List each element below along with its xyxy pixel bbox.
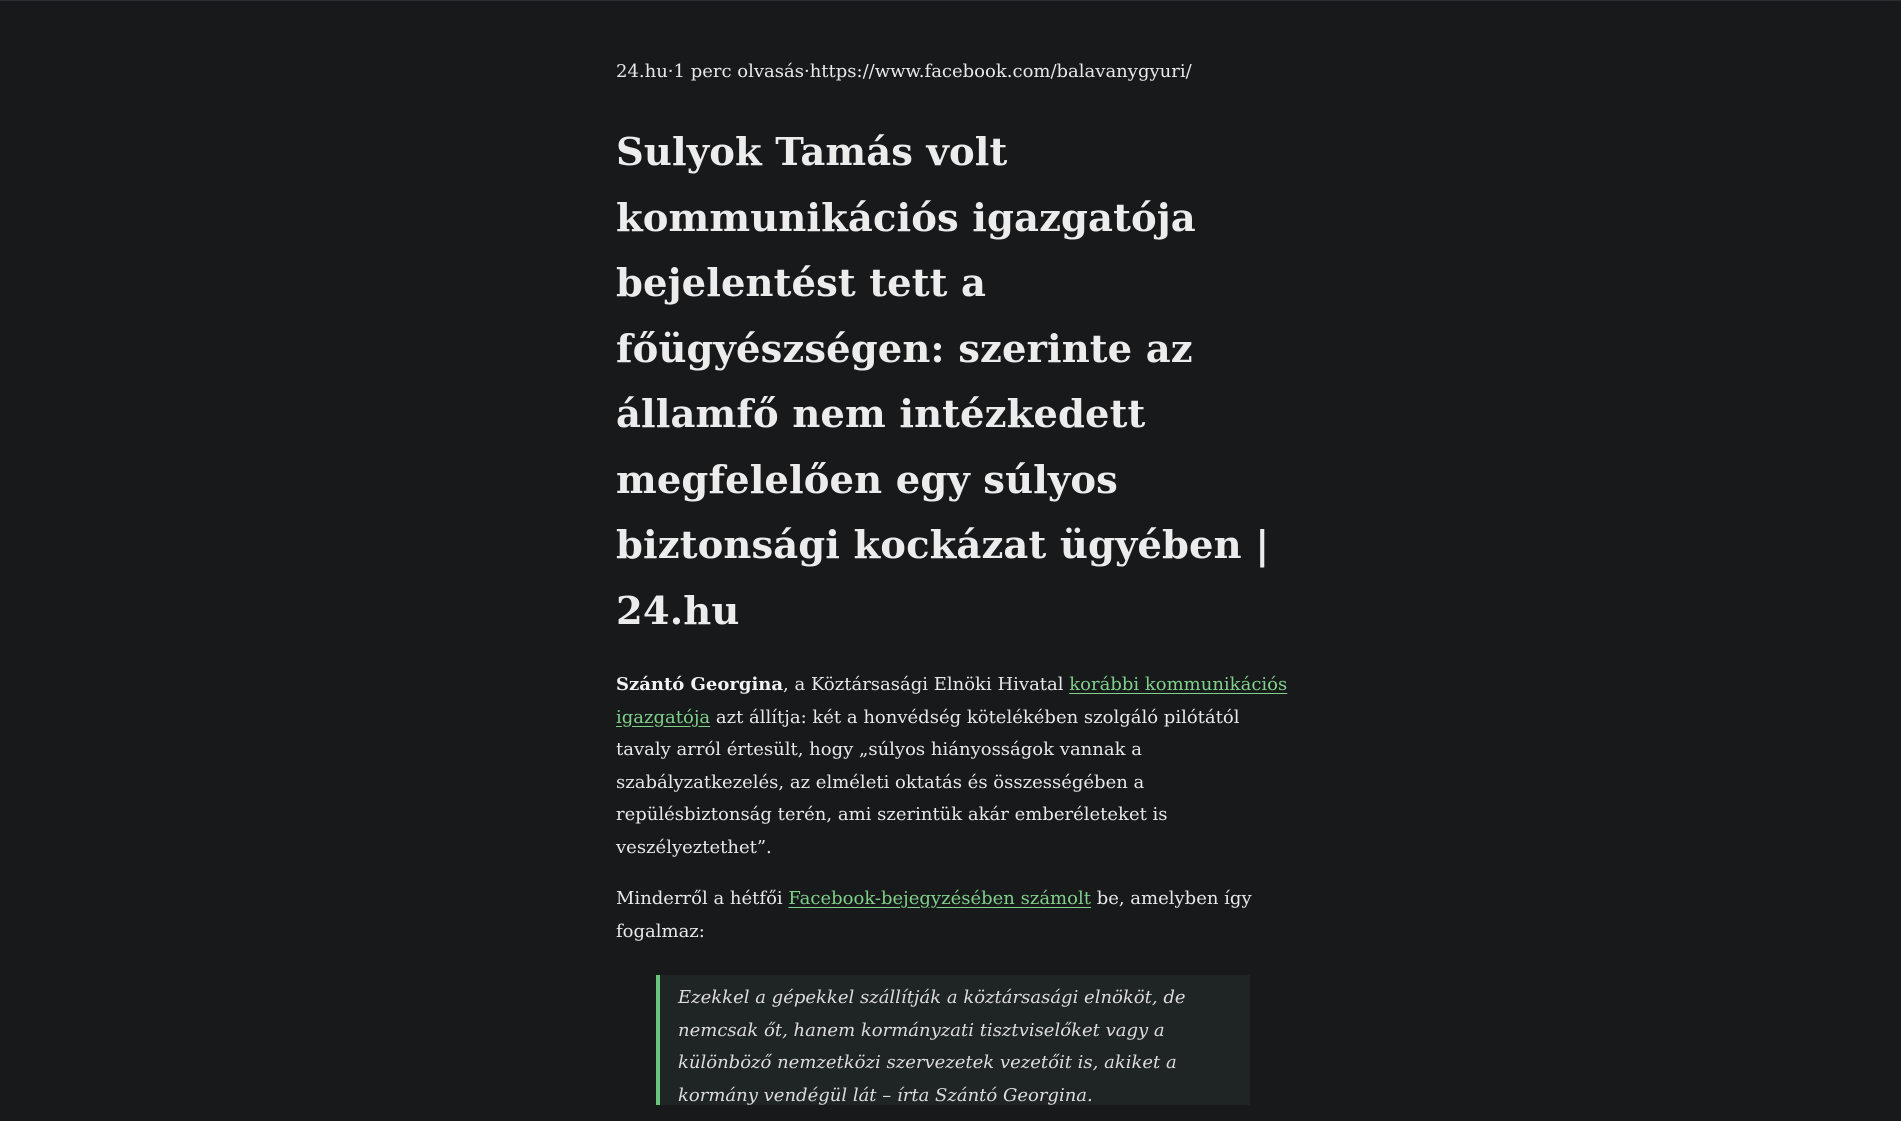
paragraph-1-text-a: , a Köztársasági Elnöki Hivatal	[783, 674, 1070, 695]
blockquote-text: Ezekkel a gépekkel szállítják a köztársasági elnököt, de nemcsak őt, hanem kormányzati tisztviselőket vagy a különböző nemzetközi szervezetek vezetőit is, akiket a kormány vendégül lát – írta Szántó Georgina.	[678, 987, 1186, 1106]
window-top-border	[0, 0, 1901, 1]
article-meta: 24.hu·1 perc olvasás·https://www.facebook.com/balavanygyuri/	[616, 61, 1192, 82]
paragraph-2-text-a: Minderről a hétfői	[616, 888, 789, 909]
author-name: Szántó Georgina	[616, 674, 784, 695]
paragraph-2-text-b: be, amelyben így fogalmaz:	[616, 888, 1252, 942]
article	[616, 56, 1290, 1121]
facebook-post-link[interactable]: Facebook-bejegyzésében számolt	[788, 888, 1091, 909]
article-title: Sulyok Tamás volt kommunikációs igazgatója bejelentést tett a főügyészségen: szerinte az államfő nem intézkedett megfelelően egy súlyos biztonsági kockázat ügyében | 24.hu	[616, 130, 1270, 634]
article-paragraph-1	[616, 669, 1290, 864]
former-director-link[interactable]: korábbi kommunikációs igazgatója	[616, 674, 1288, 728]
article-paragraph-2	[616, 883, 1290, 948]
paragraph-1-text-b: azt állítja: két a honvédség kötelékében szolgáló pilótától tavaly arról értesült, hogy „súlyos hiányosságok vannak a szabályzatkezelés, az elméleti oktatás és összességében a repülésbiztonság terén, ami szerintük akár emberéleteket is veszélyeztethet”.	[616, 706, 1240, 858]
article-blockquote	[656, 975, 1250, 1105]
